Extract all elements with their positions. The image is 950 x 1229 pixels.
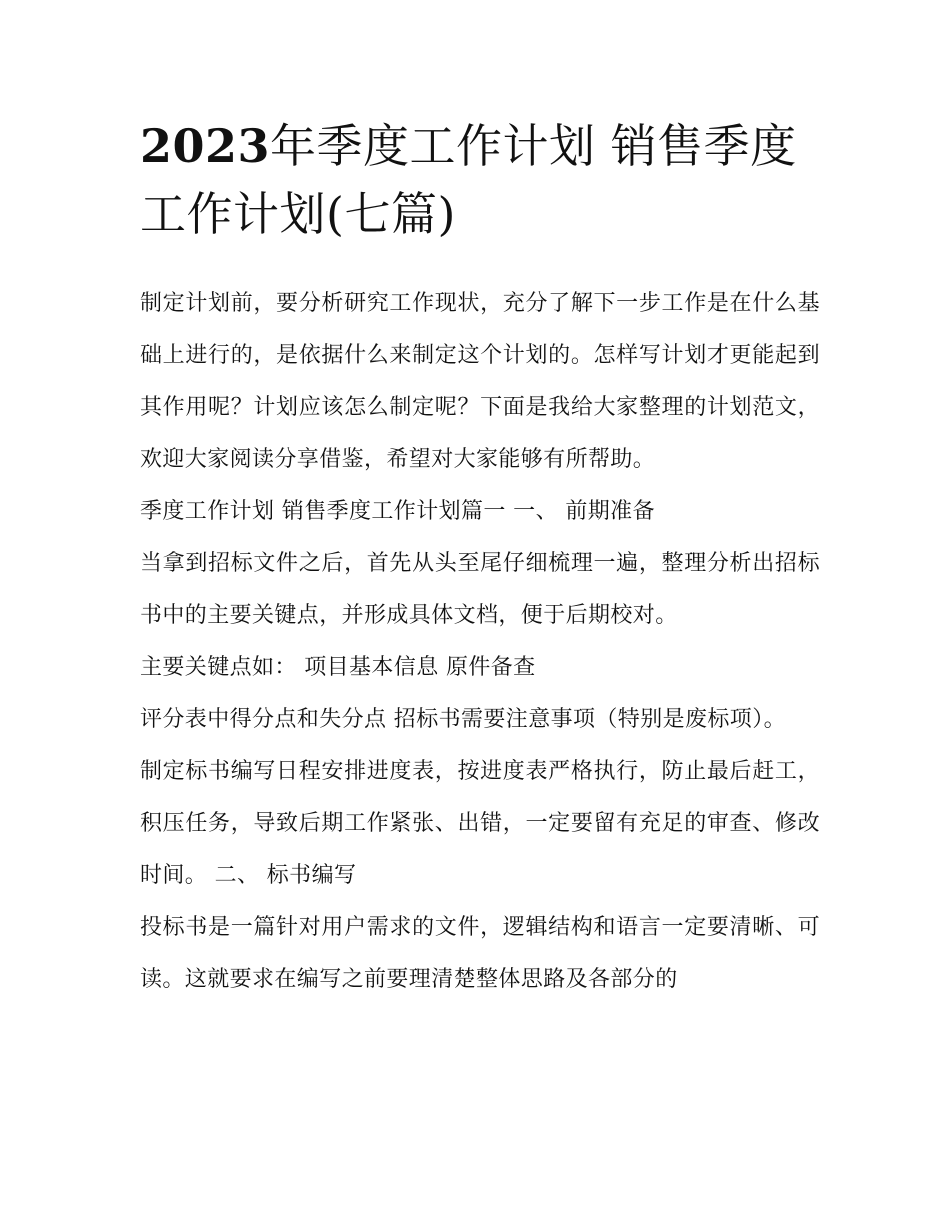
paragraph-6: 投标书是一篇针对用户需求的文件，逻辑结构和语言一定要清晰、可读。这就要求在编写之前要理清楚整体思路及各部分的: [140, 915, 820, 992]
intro-paragraph: 制定计划前，要分析研究工作现状，充分了解下一步工作是在什么基础上进行的，是依据什么来制定这个计划的。怎样写计划才更能起到其作用呢？计划应该怎么制定呢？下面是我给大家整理的计划范文，欢迎大家阅读分享借鉴，希望对大家能够有所帮助。: [140, 291, 820, 472]
title-year: 2023: [140, 119, 271, 173]
document-body: [140, 278, 820, 1006]
paragraph-5: 制定标书编写日程安排进度表，按进度表严格执行，防止最后赶工，积压任务，导致后期工作紧张、出错，一定要留有充足的审查、修改时间。 二、 标书编写: [140, 759, 820, 888]
document-title: [140, 112, 820, 248]
section-heading-1: 季度工作计划 销售季度工作计划篇一 一、 前期准备: [140, 499, 655, 524]
paragraph-2: 当拿到招标文件之后，首先从头至尾仔细梳理一遍，整理分析出招标书中的主要关键点，并形成具体文档，便于后期校对。: [140, 551, 820, 628]
paragraph-3: 主要关键点如： 项目基本信息 原件备查: [140, 655, 536, 680]
title-text: 年季度工作计划 销售季度工作计划(七篇): [140, 119, 797, 241]
paragraph-4: 评分表中得分点和失分点 招标书需要注意事项（特别是废标项）。: [140, 707, 786, 732]
